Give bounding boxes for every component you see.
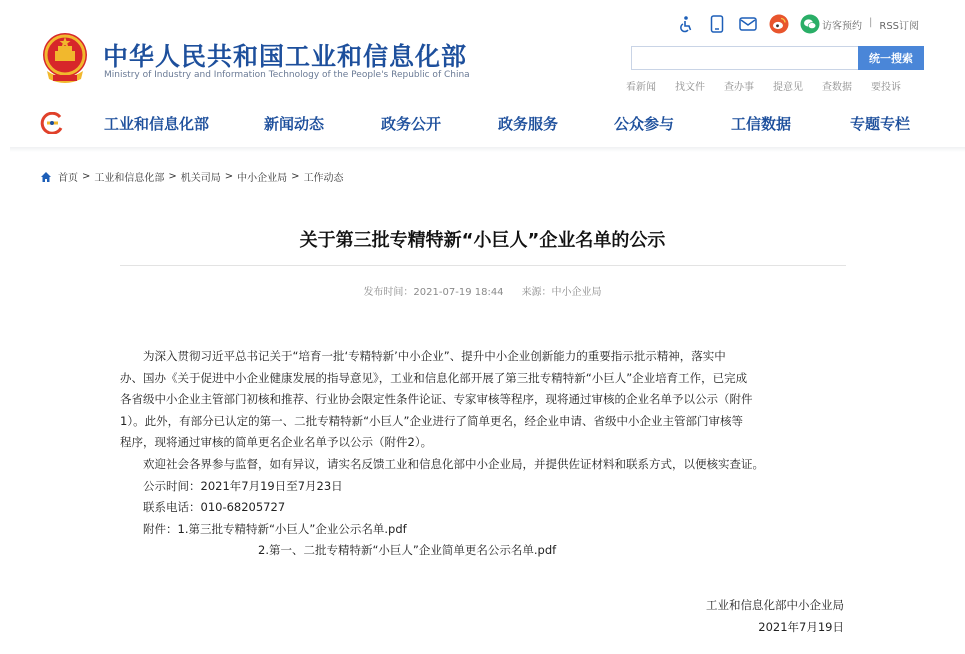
search-button[interactable]: 统一搜索: [858, 46, 924, 70]
top-links: [822, 17, 919, 32]
article-meta: [0, 283, 965, 298]
nav-item-topics[interactable]: 专题专栏: [850, 115, 911, 133]
title-divider: [120, 265, 846, 266]
breadcrumb-separator: >: [291, 171, 300, 182]
article-body: [120, 346, 851, 562]
top-link-separator: |: [869, 17, 873, 28]
main-nav: [0, 100, 965, 150]
mobile-icon[interactable]: [707, 14, 727, 34]
breadcrumb-departments[interactable]: 机关司局: [180, 173, 221, 184]
quick-link-files[interactable]: 找文件: [675, 82, 705, 93]
paragraph-line: 程序，现将通过审核的简单更名企业名单予以公示（附件2）。: [120, 435, 433, 450]
search-input[interactable]: [631, 46, 858, 70]
quick-link-complaint[interactable]: 要投诉: [871, 82, 901, 93]
signature-date: 2021年7月19日: [758, 620, 844, 634]
breadcrumb-separator: >: [82, 171, 91, 182]
accessibility-icon[interactable]: [676, 14, 696, 34]
visit-reservation-link[interactable]: 访客预约: [822, 21, 862, 32]
nav-item-news[interactable]: 新闻动态: [264, 115, 325, 133]
signature-org: 工业和信息化部中小企业局: [706, 598, 844, 612]
breadcrumb-sme-bureau[interactable]: 中小企业局: [237, 173, 288, 184]
quick-link-feedback[interactable]: 提意见: [773, 82, 803, 93]
miit-logo-icon[interactable]: [40, 112, 64, 134]
quick-link-news[interactable]: 看新闻: [626, 82, 656, 93]
quick-link-services[interactable]: 查办事: [724, 82, 754, 93]
breadcrumb-separator: >: [224, 171, 234, 182]
site-header: [0, 0, 965, 100]
article-title: 关于第三批专精特新“小巨人”企业名单的公示: [299, 230, 666, 251]
home-icon[interactable]: [40, 171, 52, 183]
contact-phone: 联系电话：010-68205727: [143, 500, 286, 515]
paragraph-line: 1）。此外，有部分已认定的第一、二批专精特新“小巨人”企业进行了简单更名，经企业申请、省级中小企业主管部门审核等: [120, 413, 743, 428]
breadcrumb-work-news[interactable]: 工作动态: [303, 173, 344, 184]
paragraph-line: 办、国办《关于促进中小企业健康发展的指导意见》，工业和信息化部开展了第三批专精特新“小巨人”企业培育工作，已完成: [120, 370, 748, 385]
national-emblem-logo[interactable]: [41, 31, 89, 85]
nav-item-government-affairs[interactable]: 政务公开: [381, 115, 442, 133]
wechat-icon[interactable]: [800, 14, 820, 34]
breadcrumb-ministry[interactable]: 工业和信息化部: [94, 173, 165, 184]
publicity-period: 公示时间：2021年7月19日至7月23日: [143, 478, 343, 493]
article-source: 来源：中小企业局: [521, 287, 602, 298]
paragraph-line: 为深入贯彻习近平总书记关于“培育一批‘专精特新’中小企业”、提升中小企业创新能力的重要指示批示精神，落实中: [143, 349, 726, 363]
site-title[interactable]: 中华人民共和国工业和信息化部: [103, 42, 468, 71]
rss-subscribe-link[interactable]: RSS订阅: [879, 21, 920, 32]
nav-divider: [10, 147, 965, 152]
publish-time: 发布时间：2021-07-19 18:44: [363, 287, 504, 298]
top-icon-bar: [676, 13, 831, 35]
attachment-link-1[interactable]: 附件：1.第三批专精特新“小巨人”企业公示名单.pdf: [143, 521, 407, 536]
quick-link-data[interactable]: 查数据: [822, 82, 852, 93]
nav-item-data[interactable]: 工信数据: [731, 115, 792, 133]
supervision-paragraph: 欢迎社会各界参与监督，如有异议，请实名反馈工业和信息化部中小企业局，并提供佐证材料和联系方式，以便核实查证。: [143, 456, 764, 471]
mail-icon[interactable]: [738, 14, 758, 34]
nav-item-services[interactable]: 政务服务: [498, 115, 559, 133]
quick-links: [626, 78, 901, 93]
nav-item-participation[interactable]: 公众参与: [614, 115, 675, 133]
weibo-icon[interactable]: [769, 14, 789, 34]
breadcrumb-separator: >: [168, 171, 177, 182]
paragraph-line: 各省级中小企业主管部门初核和推荐、行业协会限定性条件论证、专家审核等程序，现将通过审核的企业名单予以公示（附件: [120, 392, 753, 407]
breadcrumb-home[interactable]: 首页: [58, 173, 78, 184]
breadcrumb: [40, 169, 344, 184]
site-subtitle: Ministry of Industry and Information Technology of the People's Republic of China: [104, 70, 470, 80]
attachment-link-2[interactable]: 2.第一、二批专精特新“小巨人”企业简单更名公示名单.pdf: [258, 543, 557, 558]
nav-item-ministry[interactable]: 工业和信息化部: [104, 115, 210, 133]
